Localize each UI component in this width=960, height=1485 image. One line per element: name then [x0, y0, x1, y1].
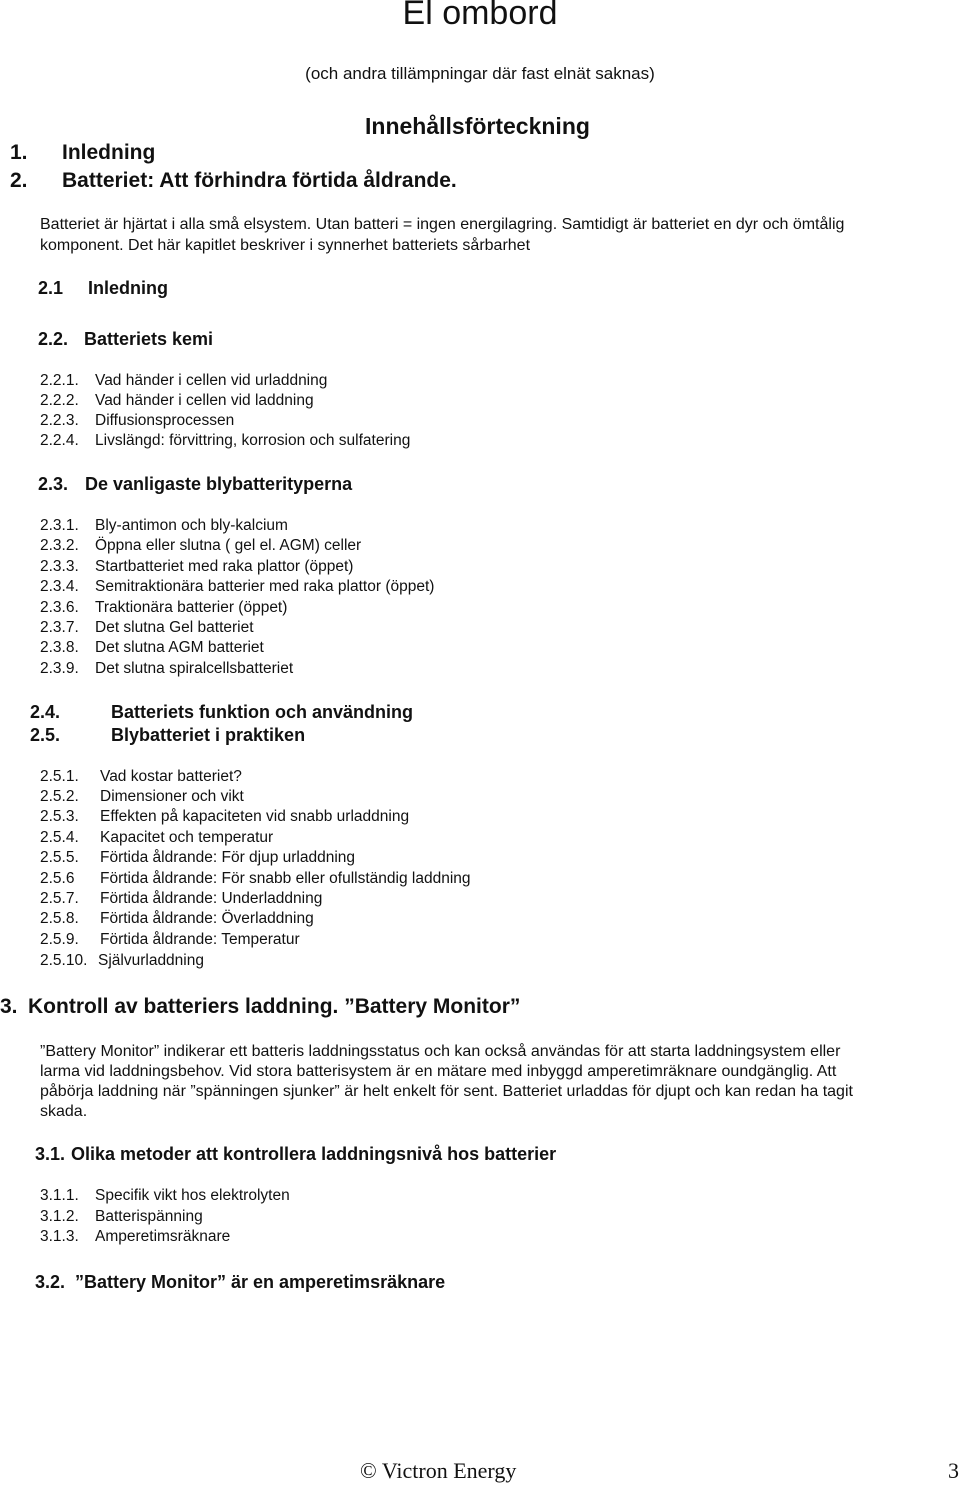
item-label: Effekten på kapaciteten vid snabb urladdning	[100, 808, 410, 825]
item-number: 2.5.10.	[40, 952, 88, 969]
list-item	[40, 1187, 290, 1205]
list-item	[40, 808, 410, 826]
item-number: 2.5.9.	[40, 931, 79, 948]
list-item	[40, 788, 244, 806]
item-label: Det slutna Gel batteriet	[95, 619, 254, 636]
chapter-label: Batteriet: Att förhindra förtida åldrande.	[62, 169, 457, 192]
chapter-label: Inledning	[62, 141, 156, 164]
item-label: Förtida åldrande: För djup urladdning	[100, 849, 356, 866]
section-label: Blybatteriet i praktiken	[111, 725, 306, 745]
list-item	[40, 619, 254, 637]
list-item	[40, 952, 204, 970]
list-item	[40, 931, 300, 949]
item-label: Förtida åldrande: Temperatur	[100, 931, 300, 948]
list-item	[40, 537, 362, 555]
section-number: 2.5.	[30, 725, 61, 745]
item-label: Livslängd: förvittring, korrosion och sulfatering	[95, 432, 411, 449]
item-number: 2.2.4.	[40, 432, 79, 449]
section-2-2-heading	[38, 329, 214, 350]
section-label: Olika metoder att kontrollera laddningsnivå hos batterier	[71, 1144, 557, 1164]
list-item	[40, 910, 314, 928]
item-label: Förtida åldrande: Överladdning	[100, 910, 314, 927]
section-number: 2.3.	[38, 474, 69, 494]
section-number: 3.1.	[35, 1144, 66, 1164]
item-label: Semitraktionära batterier med raka plattor (öppet)	[95, 578, 435, 595]
list-item	[40, 890, 323, 908]
chapter-label: Kontroll av batteriers laddning. ”Battery Monitor”	[28, 995, 521, 1018]
item-label: Traktionära batterier (öppet)	[95, 599, 288, 616]
item-label: Öppna eller slutna ( gel el. AGM) celler	[95, 537, 362, 554]
item-number: 2.5.5.	[40, 849, 79, 866]
chapter-3-text-line-4: skada.	[40, 1103, 88, 1120]
item-label: Självurladdning	[98, 952, 204, 969]
list-item	[40, 870, 471, 888]
item-label: Startbatteriet med raka plattor (öppet)	[95, 558, 354, 575]
item-label: Det slutna AGM batteriet	[95, 639, 264, 656]
intro-line-1: Batteriet är hjärtat i alla små elsystem. Utan batteri = ingen energilagring. Samtidigt är batteriet en dyr och ömtålig	[40, 216, 845, 233]
list-item	[40, 1228, 231, 1246]
list-item	[40, 660, 294, 678]
section-number: 2.4.	[30, 702, 61, 722]
item-label: Förtida åldrande: För snabb eller ofullständig laddning	[100, 870, 471, 887]
intro-line-2: komponent. Det här kapitlet beskriver i synnerhet batteriets sårbarhet	[40, 237, 531, 254]
section-label: Batteriets funktion och användning	[111, 702, 414, 722]
item-label: Det slutna spiralcellsbatteriet	[95, 660, 294, 677]
item-number: 2.2.3.	[40, 412, 79, 429]
chapter-3-text-line-1: ”Battery Monitor” indikerar ett batteris laddningsstatus och kan också användas för att starta laddningsystem eller	[40, 1043, 841, 1060]
list-item	[40, 639, 264, 657]
item-label: Diffusionsprocessen	[95, 412, 235, 429]
list-item	[40, 392, 314, 410]
item-number: 2.5.7.	[40, 890, 79, 907]
page-title: El ombord	[402, 0, 558, 32]
item-number: 2.5.8.	[40, 910, 79, 927]
list-item	[40, 578, 435, 596]
item-number: 2.3.3.	[40, 558, 79, 575]
section-3-1-heading	[35, 1144, 557, 1165]
item-label: Specifik vikt hos elektrolyten	[95, 1187, 290, 1204]
item-label: Bly-antimon och bly-kalcium	[95, 517, 288, 534]
item-number: 3.1.2.	[40, 1208, 79, 1225]
section-number: 2.2.	[38, 329, 69, 349]
item-label: Vad händer i cellen vid laddning	[95, 392, 314, 409]
list-item	[40, 1208, 203, 1226]
list-item	[40, 412, 235, 430]
list-item	[40, 558, 354, 576]
item-number: 2.2.2.	[40, 392, 79, 409]
list-item	[40, 372, 328, 390]
item-label: Vad kostar batteriet?	[100, 768, 242, 785]
chapter-3-heading	[0, 995, 521, 1019]
item-number: 2.5.6	[40, 870, 75, 887]
item-number: 2.5.3.	[40, 808, 79, 825]
section-label: Batteriets kemi	[84, 329, 214, 349]
item-number: 3.1.1.	[40, 1187, 79, 1204]
item-label: Förtida åldrande: Underladdning	[100, 890, 323, 907]
section-label: Inledning	[88, 278, 168, 298]
item-label: Amperetimsräknare	[95, 1228, 231, 1245]
chapter-2-heading	[10, 169, 457, 193]
item-number: 2.5.1.	[40, 768, 79, 785]
chapter-number: 1.	[10, 141, 28, 164]
section-2-1-heading	[38, 278, 168, 299]
item-number: 3.1.3.	[40, 1228, 79, 1245]
item-label: Batterispänning	[95, 1208, 203, 1225]
item-number: 2.5.2.	[40, 788, 79, 805]
item-number: 2.2.1.	[40, 372, 79, 389]
page-subtitle: (och andra tillämpningar där fast elnät saknas)	[305, 64, 655, 83]
item-label: Kapacitet och temperatur	[100, 829, 274, 846]
item-number: 2.3.2.	[40, 537, 79, 554]
item-number: 2.3.6.	[40, 599, 79, 616]
list-item	[40, 829, 274, 847]
chapter-number: 3.	[0, 995, 18, 1018]
chapter-number: 2.	[10, 169, 28, 192]
section-3-2-heading	[35, 1272, 446, 1293]
footer-copyright: © Victron Energy	[360, 1458, 517, 1483]
chapter-3-text-line-2: larma vid laddningsbehov. Vid stora batterisystem är en mätare med inbyggd amperetimräknare oundgänglig. Att	[40, 1063, 837, 1080]
section-2-5-heading	[30, 725, 306, 746]
item-number: 2.3.9.	[40, 660, 79, 677]
list-item	[40, 768, 242, 786]
item-number: 2.3.1.	[40, 517, 79, 534]
item-label: Vad händer i cellen vid urladdning	[95, 372, 328, 389]
section-number: 3.2.	[35, 1272, 66, 1292]
list-item	[40, 599, 288, 617]
item-label: Dimensioner och vikt	[100, 788, 244, 805]
item-number: 2.3.4.	[40, 578, 79, 595]
footer-page-number: 3	[948, 1458, 959, 1483]
item-number: 2.3.7.	[40, 619, 79, 636]
section-2-3-heading	[38, 474, 353, 495]
section-2-4-heading	[30, 702, 414, 723]
toc-heading: Innehållsförteckning	[365, 113, 590, 139]
list-item	[40, 432, 411, 450]
section-label: ”Battery Monitor” är en amperetimsräknare	[75, 1272, 446, 1292]
item-number: 2.5.4.	[40, 829, 79, 846]
chapter-3-text-line-3: påbörja laddning när ”spänningen sjunker” är helt enkelt för sent. Batteriet urladdas för djupt och kan redan ha tagit	[40, 1083, 853, 1100]
list-item	[40, 517, 288, 535]
section-number: 2.1	[38, 278, 64, 298]
item-number: 2.3.8.	[40, 639, 79, 656]
section-label: De vanligaste blybatterityperna	[85, 474, 353, 494]
chapter-1-heading	[10, 141, 156, 165]
list-item	[40, 849, 356, 867]
